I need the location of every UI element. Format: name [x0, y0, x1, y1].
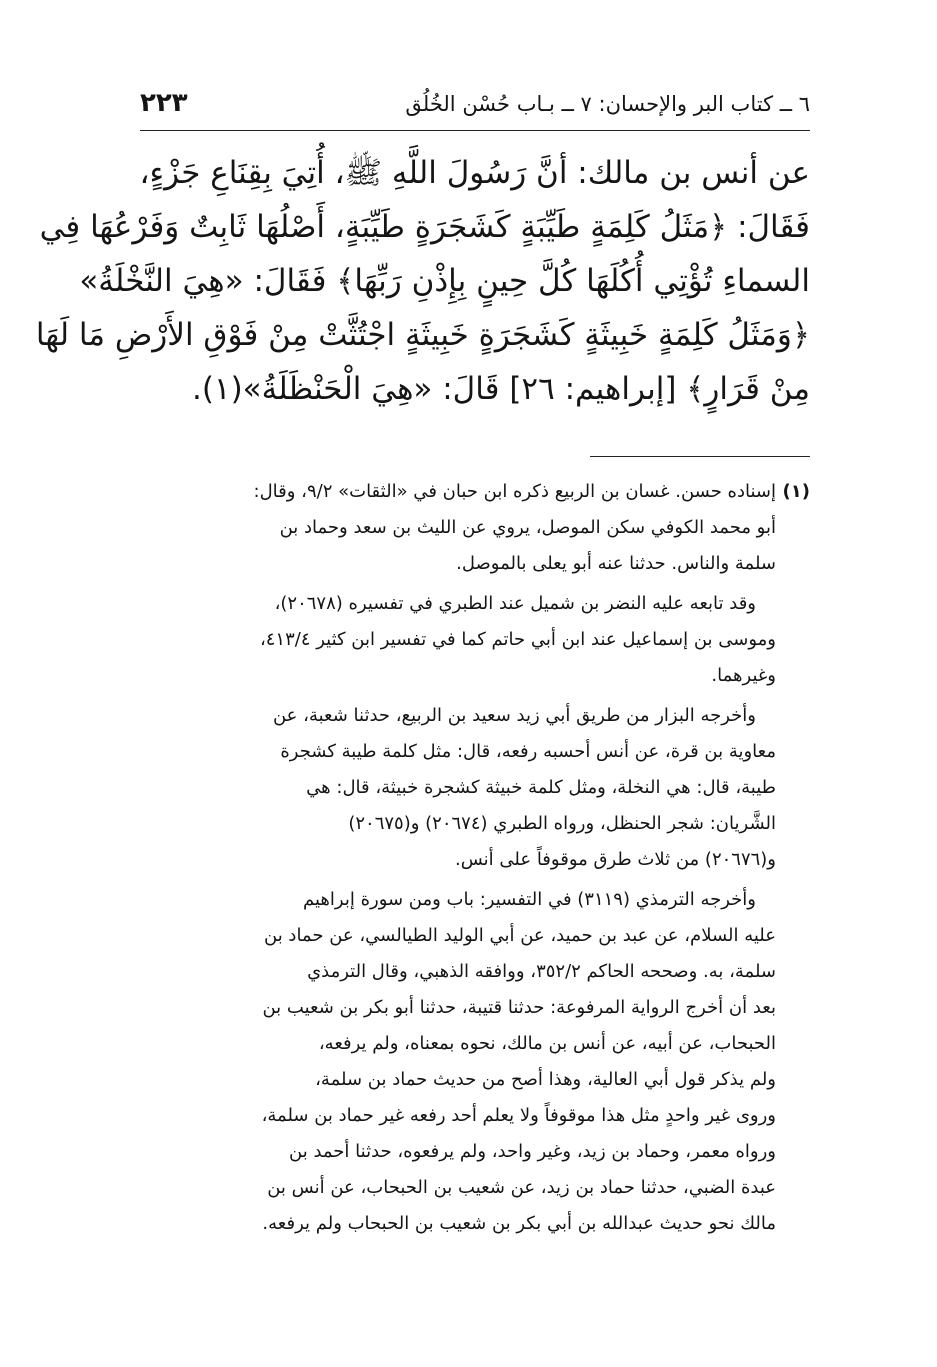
footnote-line: وأخرجه الترمذي (٣١١٩) في التفسير: باب ومن سورة إبراهيم	[303, 889, 756, 910]
main-line: فَقَالَ: ﴿مَثَلُ كَلِمَةٍ طَيِّبَةٍ كَشَجَرَةٍ طَيِّبَةٍ، أَصْلُهَا ثَابِتٌ وَفَرْعُهَا فِي	[39, 209, 810, 245]
footnote-line: وأخرجه البزار من طريق أبي زيد سعيد بن الربيع، حدثنا شعبة، عن	[272, 705, 756, 726]
footnote-line: الشَّريان: شجر الحنظل، ورواه الطبري (٢٠٦٧٤) و(٢٠٦٧٥)	[348, 813, 776, 834]
footnote-number: (١)	[782, 481, 810, 502]
footnote-separator	[590, 456, 810, 457]
page-number: ٢٢٣	[140, 88, 188, 118]
footnote-line: طيبة، قال: هي النخلة، ومثل كلمة خبيثة كشجرة خبيثة، قال: هي	[306, 777, 776, 798]
main-text	[35, 146, 810, 416]
footnote-line: وروى غير واحدٍ مثل هذا موقوفاً ولا يعلم أحد رفعه غير حماد بن سلمة،	[261, 1105, 776, 1126]
header-title: ٦ ــ كتاب البر والإحسان: ٧ ــ بـاب حُسْن الخُلُق	[405, 92, 810, 116]
footnote-line: و(٢٠٦٧٦) من ثلاث طرق موقوفاً على أنس.	[455, 849, 776, 870]
footnote-line: وقد تابعه عليه النضر بن شميل عند الطبري في تفسيره (٢٠٦٧٨)،	[274, 593, 756, 614]
running-header	[140, 84, 810, 131]
main-line: ﴿وَمَثَلُ كَلِمَةٍ خَبِيثَةٍ كَشَجَرَةٍ خَبِيثَةٍ اجْتُثَّتْ مِنْ فَوْقِ الأَرْضِ مَا لَهَا	[35, 317, 810, 353]
footnote-line: بعد أن أخرج الرواية المرفوعة: حدثنا قتيبة، حدثنا أبو بكر بن شعيب بن	[262, 997, 776, 1018]
main-line: السماءِ تُؤْتِي أُكُلَهَا كُلَّ حِينٍ بِإِذْنِ رَبِّهَا﴾ فَقَالَ: «هِيَ النَّخْلَةُ»	[79, 263, 810, 299]
main-line: مِنْ قَرَارٍ﴾ [إبراهيم: ٢٦] قَالَ: «هِيَ الْحَنْظَلَةُ»(١).	[191, 371, 810, 407]
footnote-line: ولم يذكر قول أبي العالية، وهذا أصح من حديث حماد بن سلمة،	[315, 1069, 776, 1090]
footnote-line: ورواه معمر، وحماد بن زيد، وغير واحد، ولم يرفعوه، حدثنا أحمد بن	[289, 1141, 776, 1162]
footnote-line: مالك نحو حديث عبدالله بن أبي بكر بن شعيب بن الحبحاب ولم يرفعه.	[262, 1213, 776, 1234]
footnote-line: وغيرهما.	[711, 665, 776, 686]
footnotes	[155, 474, 810, 1242]
footnote-line: الحبحاب، عن أبيه، عن أنس بن مالك، نحوه بمعناه، ولم يرفعه،	[318, 1033, 776, 1054]
footnote-text: إسناده حسن. غسان بن الربيع ذكره ابن حبان في «الثقات» ٩/٢، وقال:	[253, 481, 776, 502]
footnote-line: عليه السلام، عن عبد بن حميد، عن أبي الوليد الطيالسي، عن حماد بن	[264, 925, 776, 946]
footnote-line	[155, 474, 810, 510]
footnote-line: سلمة والناس. حدثنا عنه أبو يعلى بالموصل.	[456, 553, 776, 574]
footnote-line: عبدة الضبي، حدثنا حماد بن زيد، عن شعيب بن الحبحاب، عن أنس بن	[267, 1177, 776, 1198]
footnote-line: وموسى بن إسماعيل عند ابن أبي حاتم كما في تفسير ابن كثير ٤١٣/٤،	[259, 629, 776, 650]
footnote-line: أبو محمد الكوفي سكن الموصل، يروي عن الليث بن سعد وحماد بن	[279, 517, 776, 538]
footnote-line: معاوية بن قرة، عن أنس أحسبه رفعه، قال: مثل كلمة طيبة كشجرة	[280, 741, 776, 762]
footnote-line: سلمة، به. وصححه الحاكم ٣٥٢/٢، ووافقه الذهبي، وقال الترمذي	[307, 961, 776, 982]
main-line: عن أنس بن مالك: أنَّ رَسُولَ اللَّهِ ﷺ، أُتِيَ بِقِنَاعِ جَزْءٍ،	[139, 155, 810, 191]
